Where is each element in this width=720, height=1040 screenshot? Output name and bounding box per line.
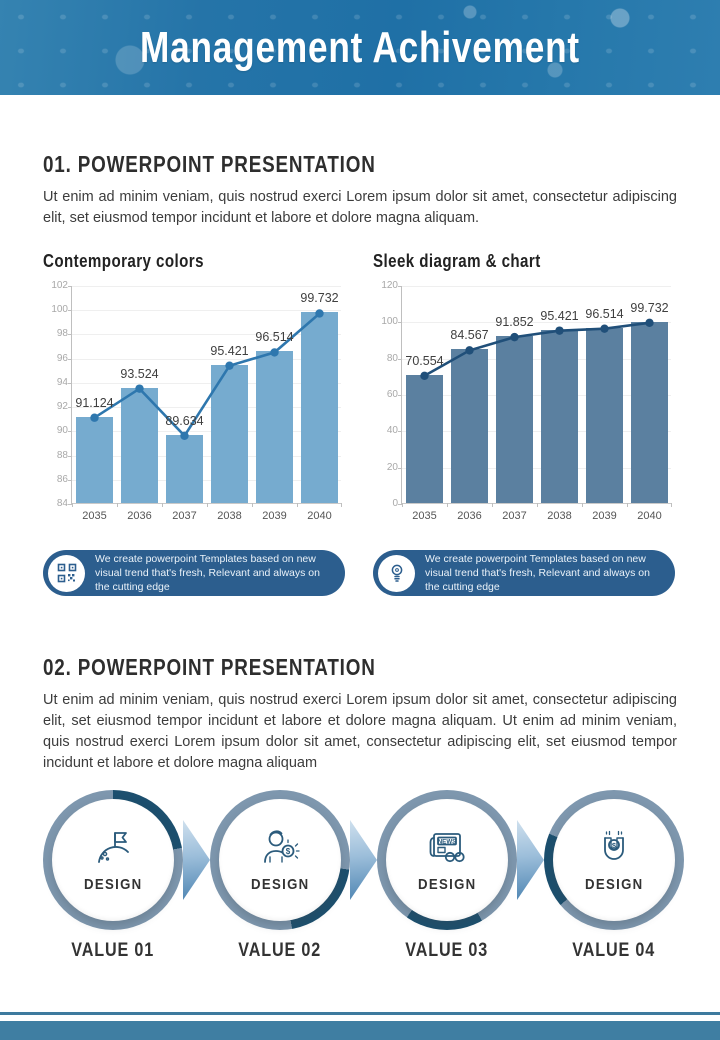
y-axis-tick-label: 92	[56, 401, 68, 413]
x-axis-tick-label: 2036	[127, 510, 152, 522]
y-axis-tick-label: 60	[386, 389, 398, 400]
x-axis-tick-label: 2040	[307, 510, 332, 522]
flag-on-moon-icon	[90, 826, 136, 872]
data-label: 70.554	[405, 353, 444, 368]
data-label: 93.524	[120, 366, 159, 381]
section1-heading	[43, 151, 677, 178]
values-row	[43, 790, 677, 962]
value-caption-3: VALUE 03	[405, 940, 489, 961]
value-ring-2	[210, 790, 350, 930]
page-title: Management Achivement	[140, 22, 580, 72]
footer-band	[0, 1021, 720, 1040]
x-axis-tick-label: 2040	[637, 510, 662, 522]
y-axis-tick-label: 88	[56, 449, 68, 461]
x-axis-tick-label: 2036	[457, 510, 482, 522]
y-axis-tick-label: 0	[392, 498, 398, 509]
y-axis-tick-label: 94	[56, 376, 68, 388]
value-ring-1	[43, 790, 183, 930]
x-axis-tick-label: 2039	[592, 510, 617, 522]
callout-pill-right	[373, 550, 675, 596]
svg-text:$: $	[285, 847, 291, 857]
section2-heading	[43, 654, 677, 681]
callout-pill-left-text: We create powerpoint Templates based on new visual trend that's fresh, Relevant and always on the cutting edge	[95, 553, 320, 593]
charts-row	[43, 251, 677, 596]
arrow-right-icon	[350, 820, 377, 900]
y-axis-tick-label: 120	[381, 280, 398, 291]
value-caption-2: VALUE 02	[238, 940, 322, 961]
svg-text:$: $	[611, 841, 617, 850]
arrow-right-icon	[183, 820, 210, 900]
data-label: 91.124	[75, 395, 114, 410]
x-axis-tick-label: 2038	[217, 510, 242, 522]
svg-text:NEWS: NEWS	[437, 838, 457, 846]
data-label: 95.421	[540, 308, 579, 323]
sleek-diagram-chart	[381, 280, 671, 522]
data-label: 89.634	[165, 413, 204, 428]
design-label: DESIGN	[417, 876, 477, 893]
y-axis-tick-label: 96	[56, 352, 68, 364]
y-axis-tick-label: 98	[56, 328, 68, 340]
footer-divider-line	[0, 1012, 720, 1015]
page-content	[0, 151, 720, 962]
y-axis-tick-label: 100	[381, 316, 398, 328]
design-label: DESIGN	[584, 876, 644, 893]
x-axis-tick-label: 2039	[262, 510, 287, 522]
x-axis-tick-label: 2035	[412, 510, 437, 522]
right-chart-title: Sleek diagram & chart	[373, 251, 541, 271]
y-axis-tick-label: 40	[386, 425, 398, 437]
value-item-4	[544, 790, 684, 962]
right-chart-column	[373, 251, 677, 596]
y-axis-tick-label: 80	[386, 352, 398, 364]
y-axis-tick-label: 102	[51, 280, 68, 291]
person-dollar-icon	[257, 826, 303, 872]
section1-heading-text: 01. POWERPOINT PRESENTATION	[43, 151, 376, 177]
data-label: 99.732	[630, 300, 669, 315]
x-axis-tick-label: 2037	[172, 510, 197, 522]
y-axis-tick-label: 90	[56, 425, 68, 437]
value-item-3	[377, 790, 517, 962]
data-label: 96.514	[255, 330, 294, 345]
data-label: 99.732	[300, 291, 339, 306]
value-item-1	[43, 790, 183, 962]
arrow-right-icon	[517, 820, 544, 900]
y-axis-tick-label: 84	[56, 498, 68, 509]
value-ring-4	[544, 790, 684, 930]
y-axis-tick-label: 20	[386, 461, 398, 473]
data-label: 96.514	[585, 306, 624, 321]
page-header-banner	[0, 0, 720, 95]
data-label: 95.421	[210, 343, 249, 358]
value-caption-1: VALUE 01	[71, 940, 155, 961]
contemporary-colors-chart	[51, 280, 341, 522]
design-label: DESIGN	[250, 876, 310, 893]
data-label: 84.567	[450, 328, 489, 343]
section2-heading-text: 02. POWERPOINT PRESENTATION	[43, 654, 376, 680]
x-axis-tick-label: 2037	[502, 510, 527, 522]
newspaper-icon	[424, 826, 470, 872]
data-label: 91.852	[495, 315, 534, 330]
left-chart-column	[43, 251, 347, 596]
value-ring-3	[377, 790, 517, 930]
value-caption-4: VALUE 04	[572, 940, 656, 961]
y-axis-tick-label: 86	[56, 473, 68, 485]
magnet-dollar-icon	[591, 826, 637, 872]
light-bulb-icon	[378, 555, 415, 592]
left-chart-title: Contemporary colors	[43, 251, 204, 271]
section2-body-text: Ut enim ad minim veniam, quis nostrud exerci Lorem ipsum dolor sit amet, consectetur adipiscing elit, set eiusmod tempor incidunt et labore et dolore magna aliquam. Ut enim ad minim veniam, quis nostrud exerci Lorem ipsum dolor sit amet, consectetur adipiscing elit, set eiusmod tempor incidunt et labore et dolore magna aliquam	[43, 692, 677, 771]
section1-body-text: Ut enim ad minim veniam, quis nostrud exerci Lorem ipsum dolor sit amet, consectetur adipiscing elit, set eiusmod tempor incidunt et labore et dolore magna aliquam.	[43, 189, 677, 226]
callout-pill-left	[43, 550, 345, 596]
callout-pill-right-text: We create powerpoint Templates based on new visual trend that's fresh, Relevant and always on the cutting edge	[425, 553, 650, 593]
x-axis-tick-label: 2038	[547, 510, 572, 522]
value-item-2	[210, 790, 350, 962]
y-axis-tick-label: 100	[51, 304, 68, 316]
design-label: DESIGN	[83, 876, 143, 893]
qr-code-icon	[48, 555, 85, 592]
x-axis-tick-label: 2035	[82, 510, 107, 522]
